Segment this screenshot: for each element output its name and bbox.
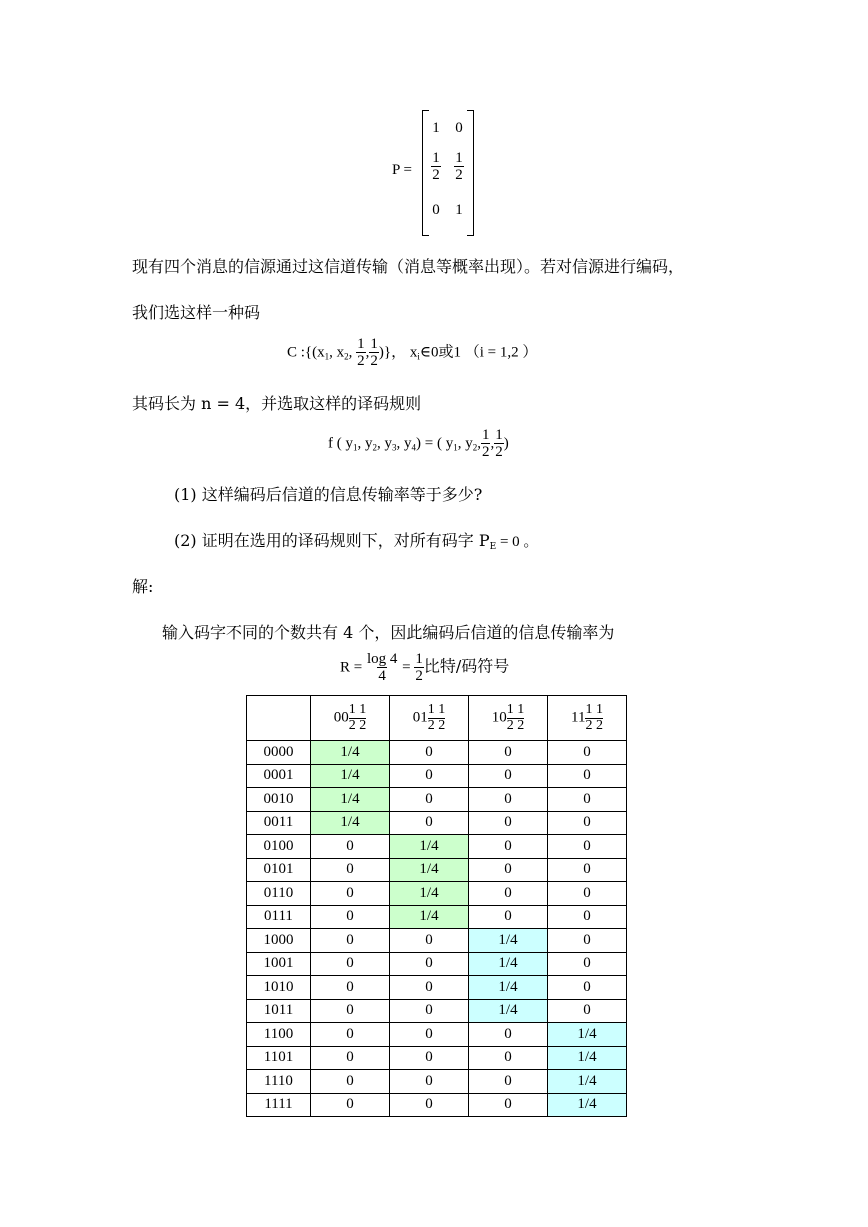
table-cell: 1/4: [469, 929, 548, 953]
table-cell: 1/4: [390, 858, 469, 882]
table-cell: 0: [548, 835, 627, 859]
table-cell: 0: [548, 858, 627, 882]
fraction: $\frac{1}{2}$: [481, 427, 490, 460]
table-cell: 1/4: [469, 976, 548, 1000]
paragraph-2: 我们选这样一种码: [132, 303, 261, 322]
row-label: 0101: [247, 858, 311, 882]
paragraph-4: 输入码字不同的个数共有 4 个，因此编码后信道的信息传输率为: [162, 623, 615, 642]
table-row: [247, 952, 627, 976]
rate-unit: 比特/码符号: [423, 656, 510, 676]
table-row: [247, 1023, 627, 1047]
table-cell: 0: [311, 929, 390, 953]
paragraph-1: 现有四个消息的信源通过这信道传输（消息等概率出现）。若对信源进行编码，: [132, 257, 685, 276]
table-cell: 0: [311, 1093, 390, 1117]
matrix-cell: 0: [432, 202, 440, 218]
matrix-cell-frac: $\frac{1}{2}$: [455, 150, 463, 183]
table-row: [247, 976, 627, 1000]
table-cell: 0: [390, 741, 469, 765]
table-cell: 1/4: [311, 741, 390, 765]
row-label: 0000: [247, 741, 311, 765]
table-cell: 0: [390, 1046, 469, 1070]
table-cell: 0: [390, 976, 469, 1000]
table-cell: 1/4: [548, 1070, 627, 1094]
matrix-cell-frac: $\frac{1}{2}$: [432, 150, 440, 183]
table-header-empty: [247, 696, 311, 741]
matrix-left-bracket: [422, 110, 429, 236]
table-cell: 0: [390, 929, 469, 953]
table-row: [247, 788, 627, 812]
matrix-cell: 1: [455, 202, 463, 218]
row-label: 0100: [247, 835, 311, 859]
table-row: [247, 835, 627, 859]
table-cell: 0: [469, 788, 548, 812]
table-cell: 1/4: [469, 999, 548, 1023]
row-label: 0010: [247, 788, 311, 812]
solution-label: 解:: [132, 577, 154, 596]
row-label: 1011: [247, 999, 311, 1023]
table-cell: 0: [469, 811, 548, 835]
matrix-right-bracket: [467, 110, 474, 236]
transition-table: [246, 695, 627, 1117]
table-cell: 0: [390, 952, 469, 976]
table-row: [247, 741, 627, 765]
row-label: 1010: [247, 976, 311, 1000]
table-cell: 1/4: [311, 811, 390, 835]
fraction: $\frac{1}{2}$: [370, 336, 378, 369]
table-cell: 0: [390, 999, 469, 1023]
table-cell: 1/4: [390, 835, 469, 859]
table-cell: 0: [548, 811, 627, 835]
table-cell: 1/4: [311, 788, 390, 812]
table-cell: 0: [469, 905, 548, 929]
table-cell: 0: [390, 788, 469, 812]
subscript: E: [489, 542, 497, 552]
question-2: [174, 528, 538, 552]
row-label: 1000: [247, 929, 311, 953]
table-row: [247, 999, 627, 1023]
code-formula-part: , x: [329, 344, 345, 361]
question-2-suffix: = 0 。: [496, 534, 539, 550]
table-cell: 1/4: [469, 952, 548, 976]
table-cell: 0: [469, 858, 548, 882]
table-row: [247, 905, 627, 929]
table-cell: 0: [311, 1070, 390, 1094]
table-cell: 0: [469, 1023, 548, 1047]
code-formula-tail: ∈0或1 （i = 1,2 ）: [419, 344, 538, 361]
table-cell: 0: [311, 905, 390, 929]
code-formula-prefix: C :{(x: [287, 344, 325, 361]
fraction: $\frac{1}{2}$: [357, 336, 365, 369]
table-row: [247, 882, 627, 906]
table-cell: 0: [548, 764, 627, 788]
table-cell: 0: [311, 1023, 390, 1047]
decode-rhs: ) = ( y: [416, 435, 454, 452]
subscript: 1: [324, 351, 330, 362]
table-cell: 1/4: [390, 882, 469, 906]
table-row: [247, 1093, 627, 1117]
matrix-cell: 0: [455, 120, 463, 136]
fraction: $\frac{1}{2}$: [415, 651, 423, 684]
paragraph-3: 其码长为 n = 4，并选取这样的译码规则: [132, 394, 422, 413]
code-formula-part: )}， x: [378, 344, 418, 361]
row-label: 1110: [247, 1070, 311, 1094]
channel-matrix: [392, 110, 487, 236]
table-cell: 0: [469, 1093, 548, 1117]
table-header: 00 $\frac{1 1}{2 2}$: [311, 696, 390, 741]
table-header-row: [247, 696, 627, 741]
matrix-label: P =: [392, 162, 412, 178]
subscript: i: [417, 351, 420, 362]
fraction: $\frac{\log 4}{4}$: [366, 651, 398, 684]
table-cell: 0: [390, 811, 469, 835]
table-cell: 0: [469, 882, 548, 906]
row-label: 0111: [247, 905, 311, 929]
subscript: 2: [344, 351, 349, 362]
table-row: [247, 929, 627, 953]
code-formula: C $:\{(x_1$, $x_2$, $\frac{1}{2}$ , $\frac{1}{2}$ )}， $x_i\in 0$或1 （i = 1,2 ）: [287, 336, 538, 369]
question-1: (1) 这样编码后信道的信息传输率等于多少?: [174, 485, 483, 504]
equals: =: [402, 659, 411, 676]
table-header: 11 $\frac{1 1}{2 2}$: [548, 696, 627, 741]
row-label: 0110: [247, 882, 311, 906]
table-cell: 0: [311, 882, 390, 906]
table-cell: 0: [469, 1046, 548, 1070]
question-2-text: (2) 证明在选用的译码规则下，对所有码字 P: [174, 531, 490, 550]
table-cell: 0: [548, 882, 627, 906]
table-cell: 0: [548, 905, 627, 929]
table-header: 01 $\frac{1 1}{2 2}$: [390, 696, 469, 741]
table-cell: 1/4: [548, 1093, 627, 1117]
table-cell: 0: [311, 1046, 390, 1070]
table-cell: 0: [390, 1023, 469, 1047]
row-label: 1101: [247, 1046, 311, 1070]
table-cell: 0: [390, 764, 469, 788]
table-row: [247, 1046, 627, 1070]
code-formula-part: ,: [348, 344, 353, 361]
table-cell: 0: [311, 858, 390, 882]
table-cell: 0: [548, 952, 627, 976]
table-cell: 0: [311, 999, 390, 1023]
table-cell: 1/4: [390, 905, 469, 929]
row-label: 0011: [247, 811, 311, 835]
table-cell: 0: [390, 1070, 469, 1094]
table-row: [247, 858, 627, 882]
rate-formula: [340, 652, 509, 684]
row-label: 1001: [247, 952, 311, 976]
table-cell: 0: [548, 999, 627, 1023]
table-cell: 0: [469, 1070, 548, 1094]
table-cell: 0: [548, 788, 627, 812]
table-cell: 1/4: [311, 764, 390, 788]
table-row: [247, 764, 627, 788]
table-cell: 0: [469, 741, 548, 765]
table-cell: 0: [390, 1093, 469, 1117]
table-row: [247, 1070, 627, 1094]
matrix-cell: 1: [432, 120, 440, 136]
table-cell: 0: [548, 741, 627, 765]
decode-formula: f ( $y_1$, $y_2$, $y_3$, $y_4$) = ( $y_1$, $y_2$, $\frac{1}{2}$ , $\frac{1}{2}$ ): [328, 427, 509, 460]
table-cell: 0: [469, 764, 548, 788]
table-header: 10 $\frac{1 1}{2 2}$: [469, 696, 548, 741]
table-cell: 0: [311, 976, 390, 1000]
row-label: 0001: [247, 764, 311, 788]
table-cell: 0: [548, 976, 627, 1000]
table-cell: 0: [548, 929, 627, 953]
table-cell: 0: [469, 835, 548, 859]
table-cell: 0: [311, 835, 390, 859]
rate-lhs: R =: [340, 659, 363, 676]
row-label: 1111: [247, 1093, 311, 1117]
fraction: $\frac{1}{2}$: [495, 427, 503, 460]
table-cell: 1/4: [548, 1046, 627, 1070]
decode-lhs: f ( y: [328, 435, 353, 452]
table-row: [247, 811, 627, 835]
table-cell: 1/4: [548, 1023, 627, 1047]
table-cell: 0: [311, 952, 390, 976]
row-label: 1100: [247, 1023, 311, 1047]
